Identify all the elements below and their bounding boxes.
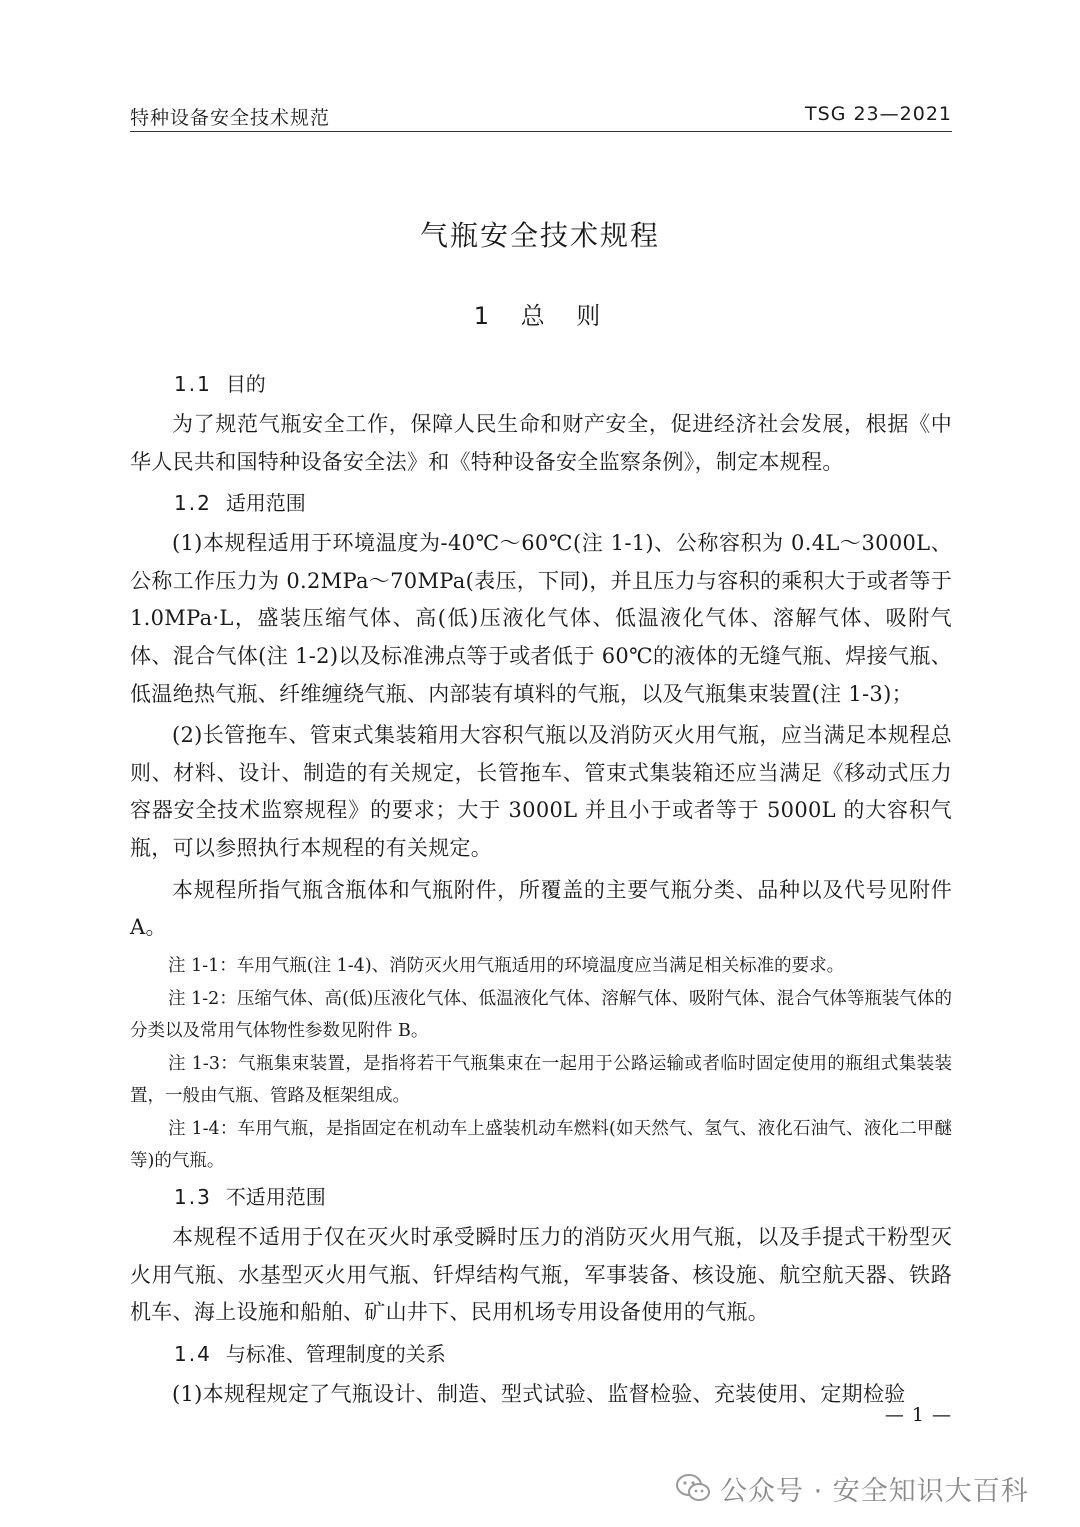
section-title: 与标准、管理制度的关系 — [225, 1342, 446, 1366]
section-number: 1.1 — [174, 372, 212, 396]
note-1-1: 注 1-1：车用气瓶(注 1-4)、消防灭火用气瓶适用的环境温度应当满足相关标准的要求。 — [168, 955, 845, 976]
section-title: 目的 — [225, 372, 266, 396]
section-heading-1-2 — [130, 485, 952, 521]
paragraph-purpose: 为了规范气瓶安全工作，保障人民生命和财产安全，促进经济社会发展，根据《中华人民共和国特种设备安全法》和《特种设备安全监察条例》，制定本规程。 — [130, 412, 952, 474]
section-number: 1.3 — [174, 1185, 212, 1210]
document-title: 气瓶安全技术规程 — [419, 219, 660, 252]
paragraph-scope-1: (1)本规程适用于环境温度为-40℃～60℃(注 1-1)、公称容积为 0.4L～3000L、公称工作压力为 0.2MPa～70MPa(表压，下同)，并且压力与容积的乘积大于或者等于 1.0MPa·L，盛装压缩气体、高(低)压液化气体、低温液化气体、溶解气体、吸附气体、混合气体(注 1-2)以及标准沸点等于或者低于 60℃的液体的无缝气瓶、焊接气瓶、低温绝热气瓶、纤维缠绕气瓶、内部装有填料的气瓶，以及气瓶集束装置(注 1-3)； — [130, 531, 952, 706]
document-body — [130, 366, 952, 1418]
header-rule — [130, 131, 952, 132]
page-number: — 1 — — [884, 1404, 952, 1426]
section-number: 1.2 — [174, 491, 212, 516]
header-standard-name: 特种设备安全技术规范 — [130, 107, 331, 129]
section-title: 不适用范围 — [225, 1185, 326, 1210]
section-heading-1-3 — [130, 1179, 952, 1215]
wechat-icon — [676, 1473, 710, 1503]
note-1-3: 注 1-3：气瓶集束装置，是指将若干气瓶集束在一起用于公路运输或者临时固定使用的瓶组式集装装置，一般由气瓶、管路及框架组成。 — [130, 1054, 952, 1106]
section-heading-1-1 — [130, 366, 952, 402]
chapter-heading: 1 总 则 — [473, 302, 607, 330]
paragraph-scope-3: 本规程所指气瓶含瓶体和气瓶附件，所覆盖的主要气瓶分类、品种以及代号见附件 A。 — [130, 877, 952, 940]
section-title: 适用范围 — [225, 491, 306, 516]
wechat-watermark — [676, 1468, 1029, 1508]
section-heading-1-4 — [130, 1336, 952, 1372]
paragraph-exclusions: 本规程不适用于仅在灭火时承受瞬时压力的消防灭火用气瓶，以及手提式干粉型灭火用气瓶、水基型灭火用气瓶、钎焊结构气瓶，军事装备、核设施、航空航天器、铁路机车、海上设施和船舶、矿山井下、民用机场专用设备使用的气瓶。 — [130, 1225, 952, 1325]
header-standard-code: TSG 23—2021 — [805, 103, 952, 125]
paragraph-scope-2: (2)长管拖车、管束式集装箱用大容积气瓶以及消防灭火用气瓶，应当满足本规程总则、材料、设计、制造的有关规定，长管拖车、管束式集装箱还应当满足《移动式压力容器安全技术监察规程》的要求；大于 3000L 并且小于或者等于 5000L 的大容积气瓶，可以参照执行本规程的有关规定。 — [130, 723, 952, 860]
section-number: 1.4 — [174, 1342, 212, 1366]
note-1-4: 注 1-4：车用气瓶，是指固定在机动车上盛装机动车燃料(如天然气、氢气、液化石油气、液化二甲醚等)的气瓶。 — [130, 1119, 952, 1171]
watermark-text: 公众号 · 安全知识大百科 — [720, 1475, 1029, 1507]
note-1-2: 注 1-2：压缩气体、高(低)压液化气体、低温液化气体、溶解气体、吸附气体、混合气体等瓶装气体的分类以及常用气体物性参数见附件 B。 — [130, 989, 952, 1041]
paragraph-relations: (1)本规程规定了气瓶设计、制造、型式试验、监督检验、充装使用、定期检验 — [172, 1382, 906, 1406]
